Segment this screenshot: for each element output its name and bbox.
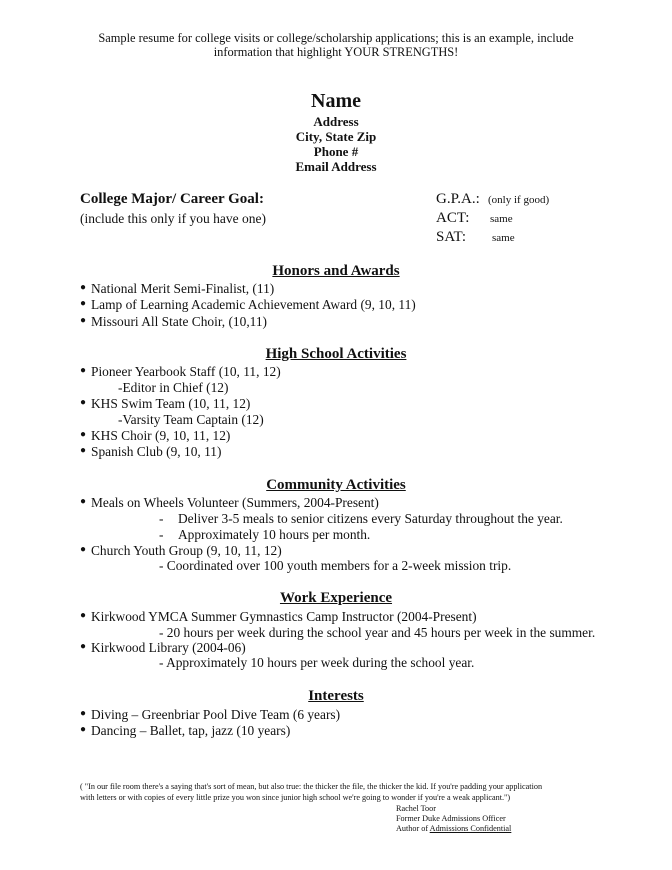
list-item: ● Diving – Greenbriar Pool Dive Team (6 years) [80, 707, 341, 722]
list-subitem: - Approximately 10 hours per week during the school year. [159, 655, 475, 670]
list-item: ● Spanish Club (9, 10, 11) [80, 444, 222, 459]
list-item: ● Meals on Wheels Volunteer (Summers, 2004-Present) [80, 495, 379, 510]
footer-quote-line-2: with letters or with copies of every little prize you won since junior high school we're going to wonder if you're a weak applicant.") [80, 793, 511, 802]
activities-heading: High School Activities [265, 346, 407, 362]
interests-heading: Interests [308, 688, 364, 704]
list-item: ● KHS Swim Team (10, 11, 12) [80, 396, 251, 411]
act-value: same [490, 213, 513, 225]
gpa-label: G.P.A.: [436, 191, 480, 207]
college-major-label: College Major/ Career Goal: [80, 191, 264, 207]
list-subitem: -Editor in Chief (12) [118, 380, 229, 395]
footer-author-of: Author of [396, 824, 430, 833]
address: Address [313, 114, 359, 129]
list-item: ● Kirkwood YMCA Summer Gymnastics Camp Instructor (2004-Present) [80, 609, 477, 624]
gpa-row [436, 191, 550, 208]
sat-value: same [492, 232, 515, 244]
intro-text [60, 31, 612, 59]
footer-book-title: Admissions Confidential [429, 824, 512, 833]
list-subitem: -Varsity Team Captain (12) [118, 412, 264, 427]
list-subitem-dash: - [159, 511, 164, 526]
intro-line-2: information that highlight YOUR STRENGTHS! [213, 45, 459, 59]
list-item: ● Church Youth Group (9, 10, 11, 12) [80, 543, 282, 558]
list-item: ● Kirkwood Library (2004-06) [80, 640, 246, 655]
list-item: ● Missouri All State Choir, (10,11) [80, 314, 268, 329]
list-subitem: Deliver 3-5 meals to senior citizens every Saturday throughout the year. [178, 511, 563, 526]
footer-author-book-line [396, 824, 511, 833]
college-major-note: (include this only if you have one) [80, 211, 266, 226]
footer-quote-line-1: ( "In our file room there's a saying that's sort of mean, but also true: the thicker the file, the thicker the kid. If you're padding your application [80, 782, 543, 791]
act-row [436, 210, 513, 227]
list-subitem-dash: - [159, 527, 164, 542]
list-subitem: Approximately 10 hours per month. [178, 527, 371, 542]
act-label: ACT: [436, 210, 470, 226]
city-state-zip: City, State Zip [295, 129, 377, 144]
work-heading: Work Experience [279, 590, 393, 606]
sat-row [436, 229, 515, 246]
list-item: ● KHS Choir (9, 10, 11, 12) [80, 428, 231, 443]
phone: Phone # [313, 144, 359, 159]
sat-label: SAT: [436, 229, 467, 245]
list-item: ● Dancing – Ballet, tap, jazz (10 years) [80, 723, 291, 738]
honors-heading: Honors and Awards [272, 263, 400, 279]
footer-author: Rachel Toor [396, 804, 436, 813]
list-item: ● Pioneer Yearbook Staff (10, 11, 12) [80, 364, 281, 379]
list-subitem: - 20 hours per week during the school year and 45 hours per week in the summer. [159, 625, 596, 640]
intro-line-1: Sample resume for college visits or college/scholarship applications; this is an example, include [98, 31, 574, 45]
gpa-value: (only if good) [488, 194, 550, 206]
list-item: ● National Merit Semi-Finalist, (11) [80, 281, 275, 296]
email-address: Email Address [295, 159, 377, 174]
community-heading: Community Activities [266, 477, 406, 493]
list-item: ● Lamp of Learning Academic Achievement Award (9, 10, 11) [80, 297, 416, 312]
footer-author-title: Former Duke Admissions Officer [396, 814, 506, 823]
resume-name: Name [311, 90, 361, 112]
list-subitem: - Coordinated over 100 youth members for a 2-week mission trip. [159, 558, 512, 573]
